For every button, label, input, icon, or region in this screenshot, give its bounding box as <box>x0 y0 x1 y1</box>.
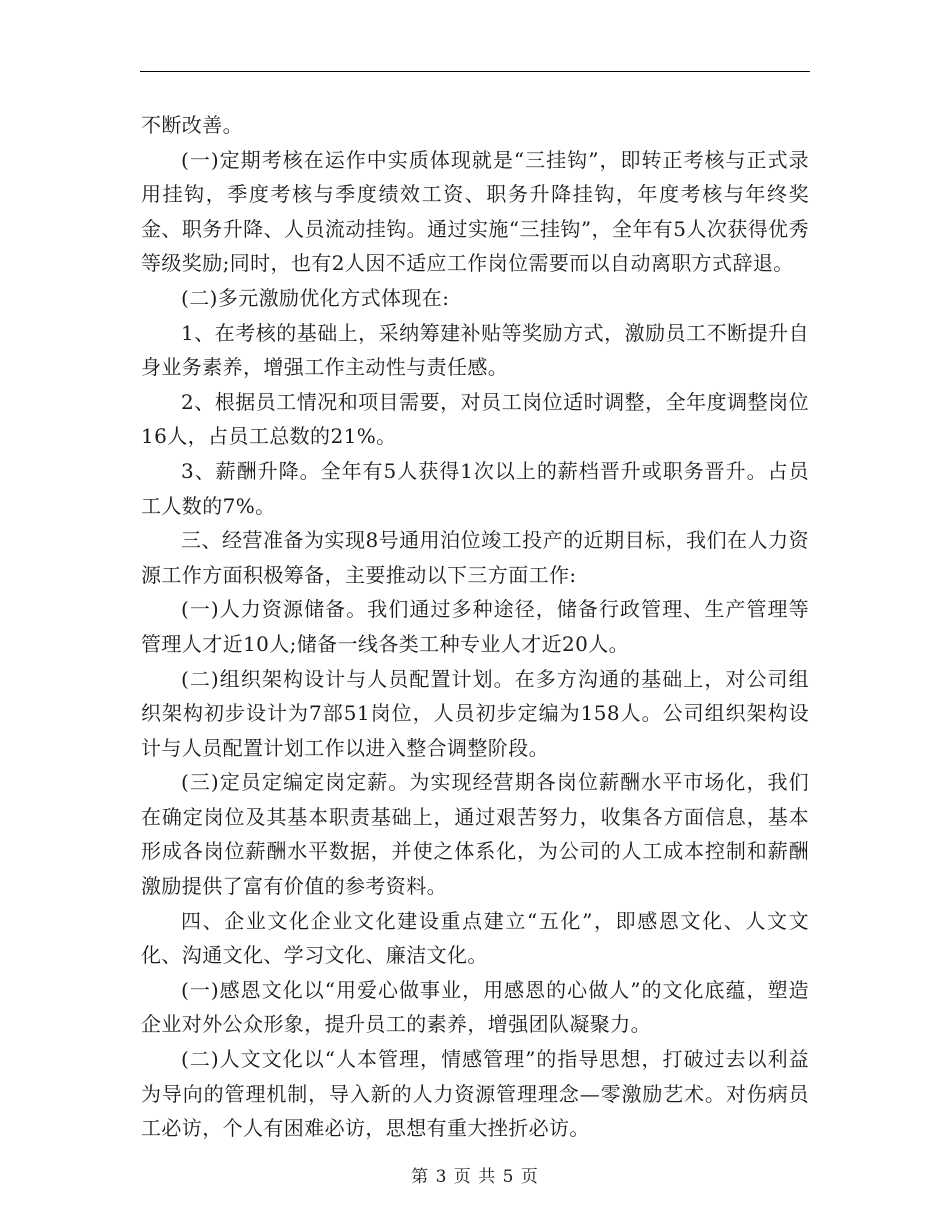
body-paragraph: 2、根据员工情况和项目需要，对员工岗位适时调整，全年度调整岗位16人，占员工总数的21%。 <box>141 389 809 449</box>
page-number-footer: 第 3 页 共 5 页 <box>411 1167 539 1187</box>
body-paragraph: (一)感恩文化以“用爱心做事业，用感恩的心做人”的文化底蕴，塑造企业对外公众形象，提升员工的素养，增强团队凝聚力。 <box>141 977 809 1037</box>
body-paragraph: (一)人力资源储备。我们通过多种途径，储备行政管理、生产管理等管理人才近10人;储备一线各类工种专业人才近20人。 <box>141 597 809 656</box>
document-body <box>141 108 809 1146</box>
body-paragraph: (二)组织架构设计与人员配置计划。在多方沟通的基础上，对公司组织架构初步设计为7部51岗位，人员初步定编为158人。公司组织架构设计与人员配置计划工作以进入整合调整阶段。 <box>141 666 809 760</box>
body-paragraph: (三)定员定编定岗定薪。为实现经营期各岗位薪酬水平市场化，我们在确定岗位及其基本职责基础上，通过艰苦努力，收集各方面信息，基本形成各岗位薪酬水平数据，并使之体系化，为公司的人工成本控制和薪酬激励提供了富有价值的参考资料。 <box>141 770 809 899</box>
body-paragraph: (二)多元激励优化方式体现在: <box>181 285 450 310</box>
body-paragraph: 3、薪酬升降。全年有5人获得1次以上的薪档晋升或职务晋升。占员工人数的7%。 <box>141 458 809 518</box>
body-paragraph: 不断改善。 <box>141 113 243 137</box>
body-paragraph: 1、在考核的基础上，采纳筹建补贴等奖励方式，激励员工不断提升自身业务素养，增强工作主动性与责任感。 <box>141 320 809 380</box>
body-paragraph: (一)定期考核在运作中实质体现就是“三挂钩”，即转正考核与正式录用挂钩，季度考核与季度绩效工资、职务升降挂钩，年度考核与年终奖金、职务升降、人员流动挂钩。通过实施“三挂钩”，全年有5人次获得优秀等级奖励;同时，也有2人因不适应工作岗位需要而以自动离职方式辞退。 <box>141 147 809 276</box>
section-heading-paragraph: 三、经营准备为实现8号通用泊位竣工投产的近期目标，我们在人力资源工作方面积极筹备，主要推动以下三方面工作: <box>141 528 809 587</box>
section-heading-paragraph: 四、企业文化企业文化建设重点建立“五化”，即感恩文化、人文文化、沟通文化、学习文化、廉洁文化。 <box>141 908 809 968</box>
header-rule <box>140 71 810 72</box>
body-paragraph: (二)人文文化以“人本管理，情感管理”的指导思想，打破过去以利益为导向的管理机制，导入新的人力资源管理理念—零激励艺术。对伤病员工必访，个人有困难必访，思想有重大挫折必访。 <box>141 1047 809 1141</box>
